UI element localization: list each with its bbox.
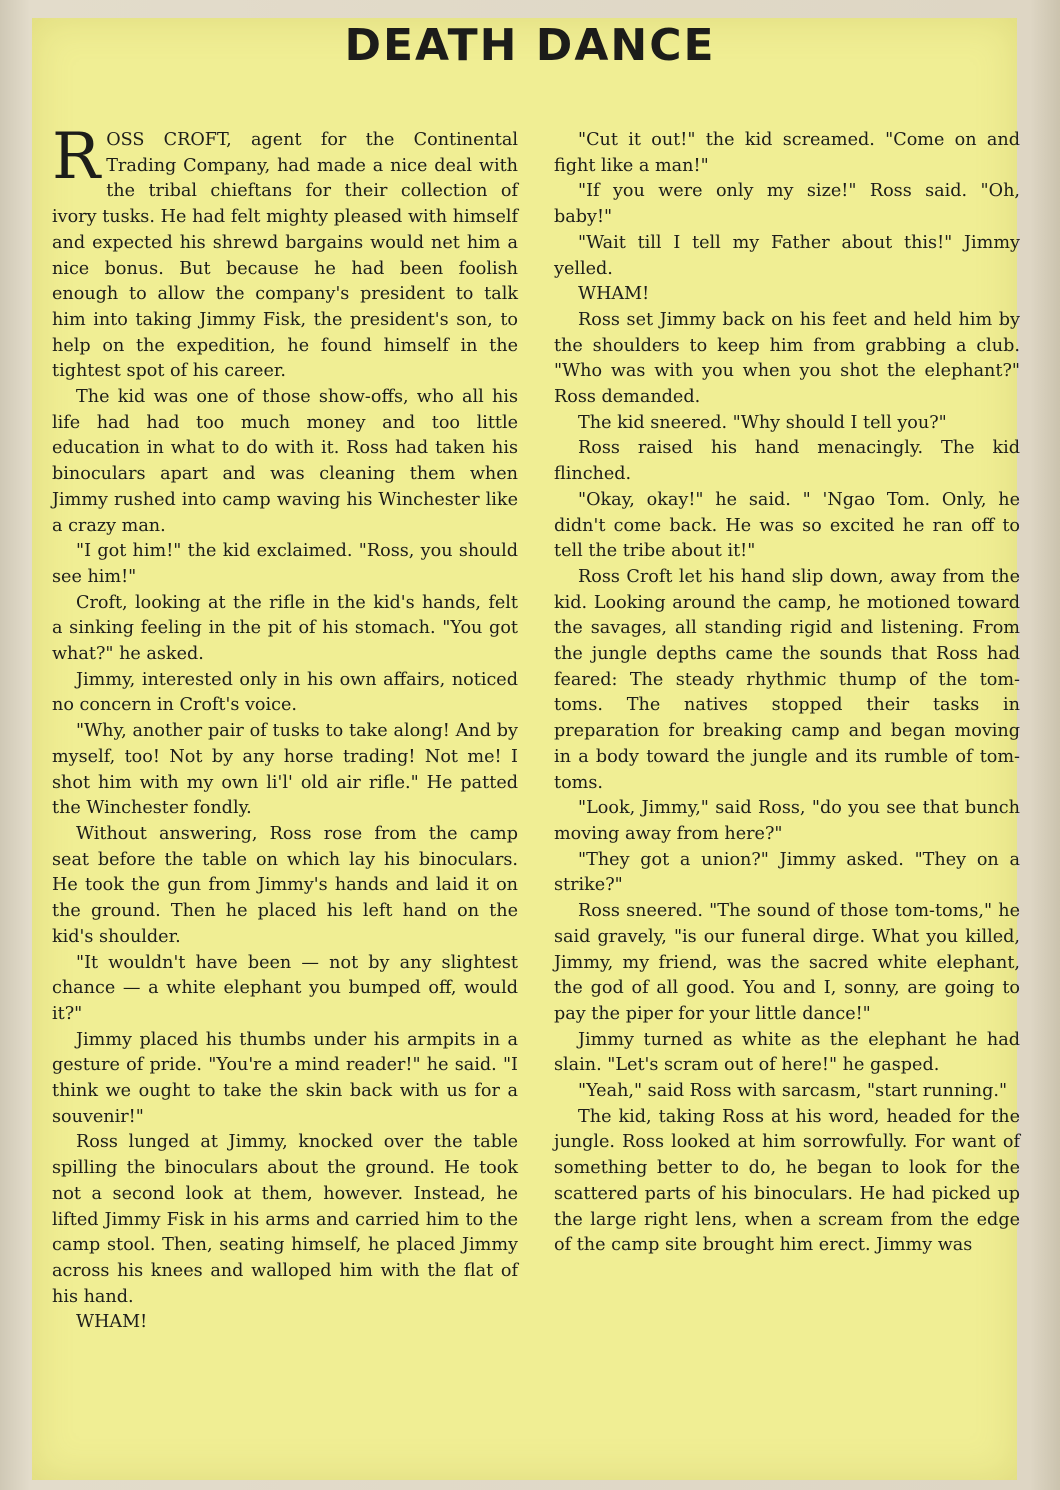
paragraph: The kid, taking Ross at his word, headed for the jungle. Ross looked at him sorrowfully. For want of something better to do, he began to look for the scattered parts of his binoculars. He had picked up the large right lens, when a scream from the edge of the camp site brought him erect. Jimmy was xyxy=(554,1106,1020,1256)
paragraph: "Okay, okay!" he said. " 'Ngao Tom. Only, he didn't come back. He was so excited he ran off to tell the tribe about it!" xyxy=(554,489,1020,562)
paragraph: "Why, another pair of tusks to take along! And by myself, too! Not by any horse trading! Not me! I shot him with my own li'l' old air rifle." He patted the Winchester fondly. xyxy=(52,721,518,819)
right-column xyxy=(554,128,1020,1259)
paragraph: Croft, looking at the rifle in the kid's hands, felt a sinking feeling in the pit of his stomach. "You got what?" he asked. xyxy=(52,592,518,665)
paragraph: The kid was one of those show-offs, who all his life had had too much money and too little education in what to do with it. Ross had taken his binoculars apart and was cleaning them when Jimmy rushed into camp waving his Winchester like a crazy man. xyxy=(52,387,518,536)
paragraph: "If you were only my size!" Ross said. "Oh, baby!" xyxy=(554,181,1020,228)
paragraph: Ross set Jimmy back on his feet and held him by the shoulders to keep him from grabbing a club. "Who was with you when you shot the elephant?" Ross demanded. xyxy=(554,309,1020,408)
paragraph: WHAM! xyxy=(76,1312,148,1333)
paragraph: "Wait till I tell my Father about this!" Jimmy yelled. xyxy=(554,232,1020,279)
paragraph: "Yeah," said Ross with sarcasm, "start running." xyxy=(578,1081,1008,1102)
paragraph: Jimmy, interested only in his own affairs, noticed no concern in Croft's voice. xyxy=(52,669,518,716)
paragraph: Jimmy placed his thumbs under his armpits in a gesture of pride. "You're a mind reader!" he said. "I think we ought to take the skin back with us for a souvenir!" xyxy=(52,1029,518,1127)
paragraph: "They got a union?" Jimmy asked. "They on a strike?" xyxy=(554,849,1020,896)
paragraph: Ross lunged at Jimmy, knocked over the table spilling the binoculars about the ground. He took not a second look at them, however. Instead, he lifted Jimmy Fisk in his arms and carried him to the camp stool. Then, seating himself, he placed Jimmy across his knees and walloped him with the flat of his hand. xyxy=(52,1132,518,1307)
paragraph: WHAM! xyxy=(578,284,650,305)
paragraph: "Cut it out!" the kid screamed. "Come on and fight like a man!" xyxy=(554,130,1020,176)
story-title: DEATH DANCE xyxy=(344,20,716,71)
paragraph: The kid sneered. "Why should I tell you?" xyxy=(578,412,947,433)
paragraph: Ross raised his hand menacingly. The kid flinched. xyxy=(554,438,1020,485)
drop-cap: R xyxy=(52,120,101,194)
paragraph: "It wouldn't have been — not by any slightest chance — a white elephant you bumped off, would it?" xyxy=(52,952,518,1024)
paragraph: Jimmy turned as white as the elephant he had slain. "Let's scram out of here!" he gasped. xyxy=(554,1029,1020,1076)
paragraph: Ross Croft let his hand slip down, away from the kid. Looking around the camp, he motioned toward the savages, all standing rigid and listening. From the jungle depths came the sounds that Ross had feared: The steady rhythmic thump of the tom-toms. The natives stopped their tasks in preparation for breaking camp and began moving in a body toward the jungle and its rumble of tom-toms. xyxy=(554,566,1020,793)
paragraph: Ross sneered. "The sound of those tom-toms," he said gravely, "is our funeral dirge. What you killed, Jimmy, my friend, was the sacred white elephant, the god of all good. You and I, sonny, are going to pay the piper for your little dance!" xyxy=(554,901,1020,1024)
paragraph: "I got him!" the kid exclaimed. "Ross, you should see him!" xyxy=(52,541,518,587)
paragraph: Without answering, Ross rose from the camp seat before the table on which lay his binoculars. He took the gun from Jimmy's hands and laid it on the ground. Then he placed his left hand on the kid's shoulder. xyxy=(52,823,518,947)
left-column xyxy=(52,120,518,1336)
paragraph: "Look, Jimmy," said Ross, "do you see that bunch moving away from here?" xyxy=(554,798,1020,844)
paragraph: ROSS CROFT, agent for the Continental Trading Company, had made a nice deal with the tribal chieftans for their collection of ivory tusks. He had felt mighty pleased with himself and expected his shrewd bargains would net him a nice bonus. But because he had been foolish enough to allow the company's president to talk him into taking Jimmy Fisk, the president's son, to help on the expedition, he found himself in the tightest spot of his career. xyxy=(52,120,518,382)
